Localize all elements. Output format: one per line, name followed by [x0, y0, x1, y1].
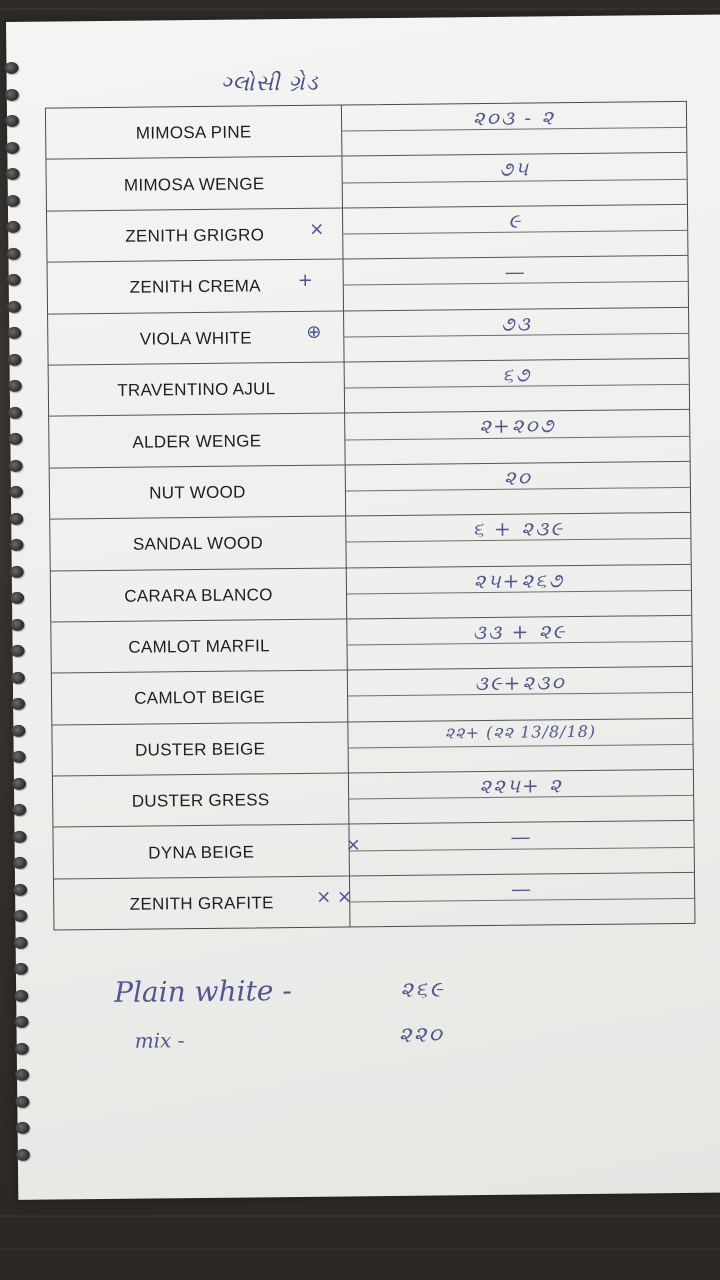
binding-hole — [13, 910, 27, 922]
table-row — [46, 153, 687, 211]
binding-hole — [8, 380, 22, 392]
binding-hole — [16, 1122, 30, 1134]
binding-hole — [8, 433, 22, 445]
product-name: DUSTER BEIGE — [52, 722, 349, 775]
handwritten-count: ૭૫ — [498, 156, 531, 182]
binding-hole — [5, 88, 19, 100]
handwritten-count: ૨૦૩ - ૨ — [472, 105, 556, 131]
binding-hole — [10, 618, 24, 630]
binding-hole — [11, 645, 25, 657]
handwritten-mark: + — [297, 269, 313, 292]
handwritten-count: — — [510, 876, 534, 901]
handwritten-count: ૩૯+૨૩૦ — [474, 670, 566, 696]
binding-hole — [7, 327, 21, 339]
binding-hole — [9, 512, 23, 524]
binding-hole — [6, 194, 20, 206]
table-row — [53, 821, 694, 879]
table-row — [48, 307, 689, 365]
binding-hole — [12, 751, 26, 763]
binding-hole — [7, 274, 21, 286]
table-row — [50, 462, 691, 520]
product-name: VIOLA WHITE — [48, 311, 345, 364]
handwritten-count: ૯ — [508, 208, 523, 233]
binding-hole — [14, 963, 28, 975]
table-row — [52, 719, 693, 777]
binding-hole — [16, 1148, 30, 1160]
binding-hole — [14, 936, 28, 948]
binding-hole — [6, 247, 20, 259]
binding-hole — [14, 1016, 28, 1028]
handwritten-count: ૨+૨૦૭ — [479, 413, 556, 439]
table-row — [46, 102, 687, 160]
handwritten-mark: × — [309, 218, 325, 240]
binding-hole — [4, 62, 18, 74]
binding-hole — [11, 698, 25, 710]
count-cell — [345, 410, 690, 464]
binding-hole — [13, 883, 27, 895]
count-cell — [348, 719, 693, 773]
handwritten-mark: × × — [316, 886, 353, 908]
binding-hole — [12, 777, 26, 789]
table-row — [49, 410, 690, 468]
handwritten-count: ૨૦ — [503, 465, 532, 490]
table-row — [51, 564, 692, 622]
binding-hole — [11, 724, 25, 736]
table-row — [50, 513, 691, 571]
binding-hole — [8, 406, 22, 418]
binding-hole — [11, 671, 25, 683]
product-name: DUSTER GRESS — [53, 774, 350, 827]
binding-hole — [15, 1069, 29, 1081]
handwritten-count: ૬ + ૨૩૯ — [472, 516, 565, 542]
table-row — [49, 359, 690, 417]
binding-hole — [15, 1042, 29, 1054]
product-name: SANDAL WOOD — [50, 517, 347, 570]
count-cell — [347, 616, 692, 670]
handwritten-count: ૬૭ — [502, 362, 532, 387]
binding-hole — [15, 1095, 29, 1107]
extra-value-mix: ૨૨૦ — [398, 1022, 444, 1048]
handwritten-count: ૨૨+ (૨૨ 13/8/18) — [444, 721, 597, 743]
count-cell — [342, 153, 687, 207]
table-row — [52, 667, 693, 725]
count-cell — [346, 513, 691, 567]
inventory-table — [45, 101, 696, 931]
extra-label-mix: mix - — [134, 1028, 185, 1053]
wood-grain — [0, 8, 720, 10]
product-name: CAMLOT BEIGE — [52, 671, 349, 724]
count-cell — [345, 359, 690, 413]
handwritten-count: — — [504, 259, 527, 284]
wood-grain — [0, 1215, 720, 1217]
count-cell — [350, 873, 695, 927]
handwritten-count: ૨૨૫+ ૨ — [479, 773, 563, 799]
count-cell — [349, 821, 694, 875]
binding-hole — [12, 830, 26, 842]
binding-hole — [10, 565, 24, 577]
binding-hole — [14, 989, 28, 1001]
handwritten-mark: × — [345, 834, 361, 856]
extra-label-plain-white: Plain white - — [113, 974, 292, 1009]
count-cell — [349, 770, 694, 824]
binding-hole — [6, 168, 20, 180]
binding-hole — [5, 141, 19, 153]
count-cell — [347, 564, 692, 618]
product-name: ZENITH CREMA — [48, 260, 345, 313]
product-name: ZENITH GRIGRO — [47, 208, 344, 261]
binding-hole — [7, 300, 21, 312]
wood-grain — [0, 1248, 720, 1250]
binding-hole — [6, 221, 20, 233]
product-name: MIMOSA WENGE — [46, 157, 343, 210]
count-cell — [346, 462, 691, 516]
product-name: ZENITH GRAFITE — [54, 876, 351, 929]
handwritten-mark: ⊕ — [306, 321, 322, 343]
handwritten-count: — — [510, 825, 533, 850]
binding-hole — [5, 115, 19, 127]
count-cell — [344, 256, 689, 310]
handwritten-count: ૩૩ + ૨૯ — [472, 619, 567, 645]
product-name: DYNA BEIGE — [53, 825, 350, 878]
count-cell — [343, 205, 688, 259]
table-row — [51, 616, 692, 674]
product-name: TRAVENTINO AJUL — [49, 362, 346, 415]
handwritten-count: ૨૫+૨૬૭ — [473, 567, 565, 593]
product-name: CAMLOT MARFIL — [51, 619, 348, 672]
product-name: NUT WOOD — [50, 465, 347, 518]
count-cell — [348, 667, 693, 721]
binding-hole — [9, 459, 23, 471]
binding-hole — [9, 486, 23, 498]
notebook-page — [6, 14, 720, 1199]
table-row — [53, 770, 694, 828]
handwritten-count: ૭૩ — [500, 311, 532, 336]
product-name: ALDER WENGE — [49, 414, 346, 467]
table-row — [47, 205, 688, 263]
extra-value-plain-white: ૨૬૯ — [400, 977, 445, 1003]
binding-hole — [13, 857, 27, 869]
page-header-note: ગ્લોસી ગ્રેડ — [220, 70, 319, 97]
count-cell — [344, 307, 689, 361]
product-name: CARARA BLANCO — [51, 568, 348, 621]
product-name: MIMOSA PINE — [46, 105, 343, 158]
binding-hole — [12, 804, 26, 816]
binding-hole — [10, 592, 24, 604]
table-row — [48, 256, 689, 314]
table-row — [54, 873, 694, 930]
binding-hole — [7, 353, 21, 365]
count-cell — [342, 102, 687, 156]
binding-hole — [9, 539, 23, 551]
